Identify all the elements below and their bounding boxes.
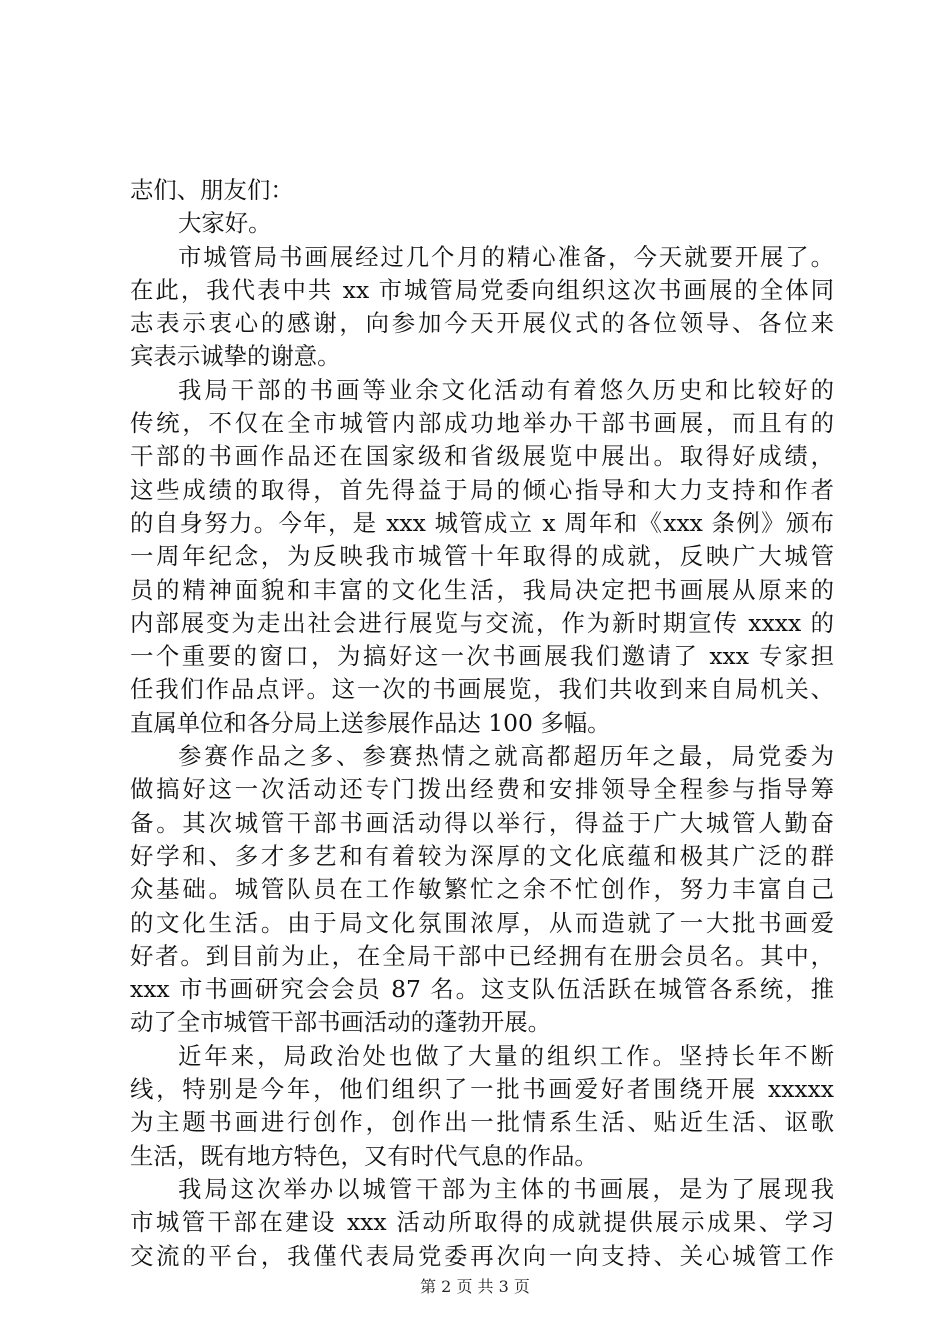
text-line: 传统，不仅在全市城管内部成功地举办干部书画展，而且有的: [130, 409, 834, 438]
text-line: 市城管干部在建设 xxx 活动所取得的成就提供展示成果、学习: [130, 1208, 834, 1237]
text-line: 近年来，局政治处也做了大量的组织工作。坚持长年不断: [178, 1041, 834, 1070]
text-line: 任我们作品点评。这一次的书画展览，我们共收到来自局机关、: [130, 675, 834, 704]
text-line: 一个重要的窗口，为搞好这一次书画展我们邀请了 xxx 专家担: [130, 642, 834, 671]
text-line: 做搞好这一次活动还专门拨出经费和安排领导全程参与指导筹: [130, 775, 834, 804]
text-line: 生活，既有地方特色，又有时代气息的作品。: [130, 1141, 598, 1170]
text-line: 一周年纪念，为反映我市城管十年取得的成就，反映广大城管: [130, 542, 834, 571]
body-text: [130, 174, 834, 1273]
text-line: 员的精神面貌和丰富的文化生活，我局决定把书画展从原来的: [130, 575, 834, 604]
text-line: 志们、朋友们：: [130, 176, 294, 204]
text-line: 我局这次举办以城管干部为主体的书画展，是为了展现我: [178, 1174, 834, 1203]
page-footer: 第 2 页 共 3 页: [420, 1277, 530, 1296]
text-line: 好者。到目前为止，在全局干部中已经拥有在册会员名。其中，: [130, 941, 834, 970]
text-line: 众基础。城管队员在工作敏繁忙之余不忙创作，努力丰富自己: [130, 875, 834, 904]
text-line: 动了全市城管干部书画活动的蓬勃开展。: [130, 1008, 552, 1037]
text-line: 为主题书画进行创作，创作出一批情系生活、贴近生活、讴歌: [130, 1108, 834, 1137]
text-line: 直属单位和各分局上送参展作品达 100 多幅。: [130, 708, 611, 737]
text-line: 的自身努力。今年，是 xxx 城管成立 x 周年和《xxx 条例》颁布: [130, 508, 834, 537]
text-line: 宾表示诚挚的谢意。: [130, 342, 341, 371]
text-line: 备。其次城管干部书画活动得以举行，得益于广大城管人勤奋: [130, 808, 834, 837]
text-line: 这些成绩的取得，首先得益于局的倾心指导和大力支持和作者: [130, 475, 834, 504]
text-line: 参赛作品之多、参赛热情之就高都超历年之最，局党委为: [178, 742, 834, 771]
text-line: xxx 市书画研究会会员 87 名。这支队伍活跃在城管各系统，推: [130, 975, 834, 1004]
text-line: 我局干部的书画等业余文化活动有着悠久历史和比较好的: [178, 375, 834, 404]
text-line: 好学和、多才多艺和有着较为深厚的文化底蕴和极其广泛的群: [130, 841, 834, 870]
text-line: 内部展变为走出社会进行展览与交流，作为新时期宣传 xxxx 的: [130, 608, 834, 637]
text-line: 交流的平台，我僅代表局党委再次向一向支持、关心城管工作: [130, 1241, 834, 1270]
text-line: 市城管局书画展经过几个月的精心准备，今天就要开展了。: [178, 242, 834, 271]
text-line: 的文化生活。由于局文化氛围浓厚，从而造就了一大批书画爱: [130, 908, 834, 937]
text-line: 干部的书画作品还在国家级和省级展览中展出。取得好成绩，: [130, 442, 834, 471]
text-line: 志表示衷心的感谢，向参加今天开展仪式的各位领导、各位来: [130, 309, 834, 338]
text-line: 大家好。: [178, 209, 272, 238]
text-line: 线，特别是今年，他们组织了一批书画爱好者围绕开展 xxxxx: [130, 1075, 834, 1104]
text-line: 在此，我代表中共 xx 市城管局党委向组织这次书画展的全体同: [130, 275, 834, 304]
